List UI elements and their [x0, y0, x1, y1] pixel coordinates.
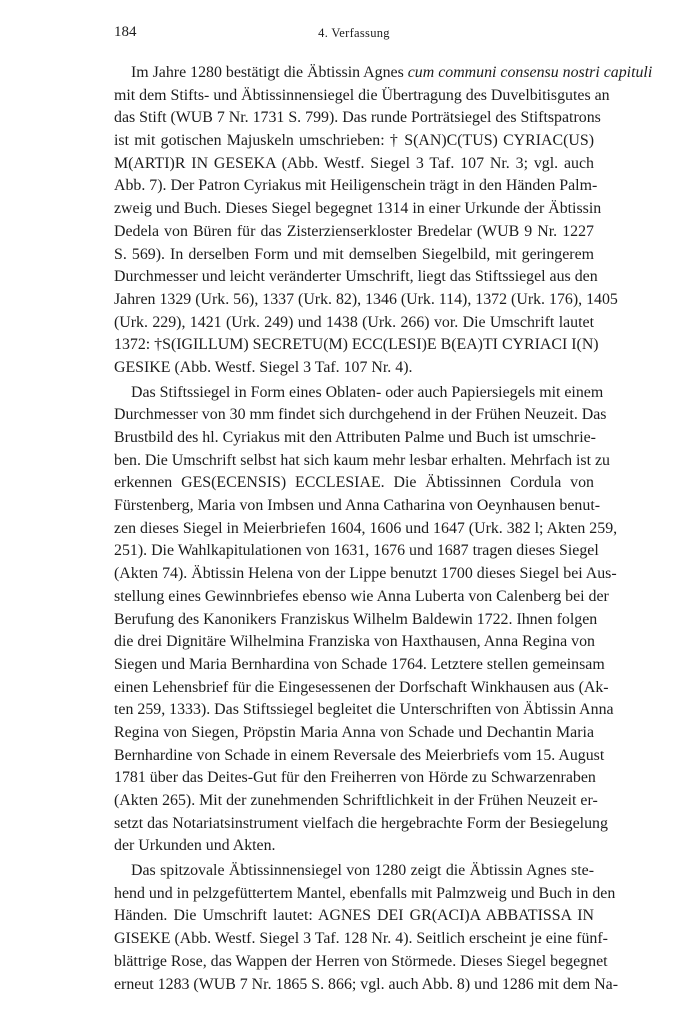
text-line: setzt das Notariatsinstrument vielfach die hergebrachte Form der Besiegelung: [114, 814, 608, 832]
text-line: Bernhardine von Schade in einem Reversale des Meierbriefs vom 15. August: [114, 746, 605, 764]
text-line: einen Lehensbrief für die Eingesessenen der Dorfschaft Winkhausen aus (Ak-: [114, 678, 609, 696]
text-line: Brustbild des hl. Cyriakus mit den Attributen Palme und Buch ist umschrie-: [114, 429, 596, 446]
text-line: GESIKE (Abb. Westf. Siegel 3 Taf. 107 Nr. 4).: [114, 358, 413, 376]
text-line: erkennen GES(ECENSIS) ECCLESIAE. Die Äbtissinnen Cordula von: [114, 474, 594, 492]
text-line: 1781 über das Deites-Gut für den Freiherren von Hörde zu Schwarzenraben: [114, 769, 596, 787]
text-line: Abb. 7). Der Patron Cyriakus mit Heiligenschein trägt in den Händen Palm-: [114, 177, 598, 195]
text-line: erneut 1283 (WUB 7 Nr. 1865 S. 866; vgl. auch Abb. 8) und 1286 mit dem Na-: [114, 975, 619, 993]
page-header: [114, 24, 594, 46]
text-line: das Stift (WUB 7 Nr. 1731 S. 799). Das runde Porträtsiegel des Stiftspatrons: [114, 109, 601, 127]
text-line: 1372: †S(IGILLUM) SECRETU(M) ECC(LESI)E B(EA)TI CYRIACI I(N): [114, 336, 599, 354]
text-line: S. 569). In derselben Form und mit demselben Siegelbild, mit geringerem: [114, 245, 594, 263]
text-line: 251). Die Wahlkapitulationen von 1631, 1676 und 1687 tragen dieses Siegel: [114, 542, 599, 560]
text-line: M(ARTI)R IN GESEKA (Abb. Westf. Siegel 3 Taf. 107 Nr. 3; vgl. auch: [114, 154, 594, 172]
text-line: mit dem Stifts- und Äbtissinnensiegel die Übertragung des Duvelbitisgutes an: [114, 86, 610, 104]
text-line: (Akten 74). Äbtissin Helena von der Lippe benutzt 1700 dieses Siegel bei Aus-: [114, 565, 617, 583]
text-line: ten 259, 1333). Das Stiftssiegel begleitet die Unterschriften von Äbtissin Anna: [114, 701, 614, 719]
text-line: der Urkunden und Akten.: [114, 837, 276, 855]
italic-phrase: cum communi consensu nostri capituli: [407, 64, 653, 81]
page-number: 184: [114, 24, 137, 40]
text-line: Fürstenberg, Maria von Imbsen und Anna Catharina von Oeynhausen benut-: [114, 497, 601, 515]
text-line: Dedela von Büren für das Zisterzienserkloster Bredelar (WUB 9 Nr. 1227: [114, 222, 594, 240]
running-head: 4. Verfassung: [318, 26, 390, 40]
text-line: die drei Dignitäre Wilhelmina Franziska von Haxthausen, Anna Regina von: [114, 633, 595, 651]
text-line: Durchmesser von 30 mm findet sich durchgehend in der Frühen Neuzeit. Das: [114, 406, 607, 424]
text-line: Das Stiftssiegel in Form eines Oblaten- oder auch Papiersiegels mit einem: [131, 383, 604, 401]
text-line: stellung eines Gewinnbriefes ebenso wie Anna Luberta von Calenberg bei der: [114, 587, 609, 605]
body-text: [114, 62, 653, 998]
paragraph: [114, 62, 653, 380]
text-line: Händen. Die Umschrift lautet: AGNES DEI GR(ACI)A ABBATISSA IN: [114, 907, 594, 925]
text-line: [114, 62, 653, 85]
text-line: Siegen und Maria Bernhardina von Schade 1764. Letztere stellen gemeinsam: [114, 655, 605, 673]
text-line: zen dieses Siegel in Meierbriefen 1604, 1606 und 1647 (Urk. 382 l; Akten 259,: [114, 519, 618, 537]
text-span: Im Jahre 1280 bestätigt die Äbtissin Agnes: [131, 64, 404, 81]
text-line: ben. Die Umschrift selbst hat sich kaum mehr lesbar erhalten. Mehrfach ist zu: [114, 451, 610, 469]
text-line: Das spitzovale Äbtissinnensiegel von 1280 zeigt die Äbtissin Agnes ste-: [131, 862, 594, 880]
text-line: GISEKE (Abb. Westf. Siegel 3 Taf. 128 Nr. 4). Seitlich erscheint je eine fünf-: [114, 930, 608, 948]
text-line: (Akten 265). Mit der zunehmenden Schriftlichkeit in der Frühen Neuzeit er-: [114, 792, 598, 809]
paragraph: [114, 382, 618, 858]
text-line: Durchmesser und leicht veränderter Umschrift, liegt das Stiftssiegel aus den: [114, 268, 598, 286]
text-line: (Urk. 229), 1421 (Urk. 249) und 1438 (Urk. 266) vor. Die Umschrift lautet: [114, 313, 594, 331]
text-line: blättrige Rose, das Wappen der Herren von Störmede. Dieses Siegel begegnet: [114, 952, 608, 970]
text-line: zweig und Buch. Dieses Siegel begegnet 1314 in einer Urkunde der Äbtissin: [114, 200, 602, 218]
paragraph: [114, 860, 619, 996]
text-line: Regina von Siegen, Pröpstin Maria Anna von Schade und Dechantin Maria: [114, 723, 594, 741]
text-line: Berufung des Kanonikers Franziskus Wilhelm Baldewin 1722. Ihnen folgen: [114, 610, 598, 628]
text-line: ist mit gotischen Majuskeln umschrieben: † S(AN)C(TUS) CYRIAC(US): [114, 132, 594, 150]
text-line: Jahren 1329 (Urk. 56), 1337 (Urk. 82), 1346 (Urk. 114), 1372 (Urk. 176), 1405: [114, 290, 618, 308]
text-line: hend und in pelzgefüttertem Mantel, ebenfalls mit Palmzweig und Buch in den: [114, 884, 616, 902]
